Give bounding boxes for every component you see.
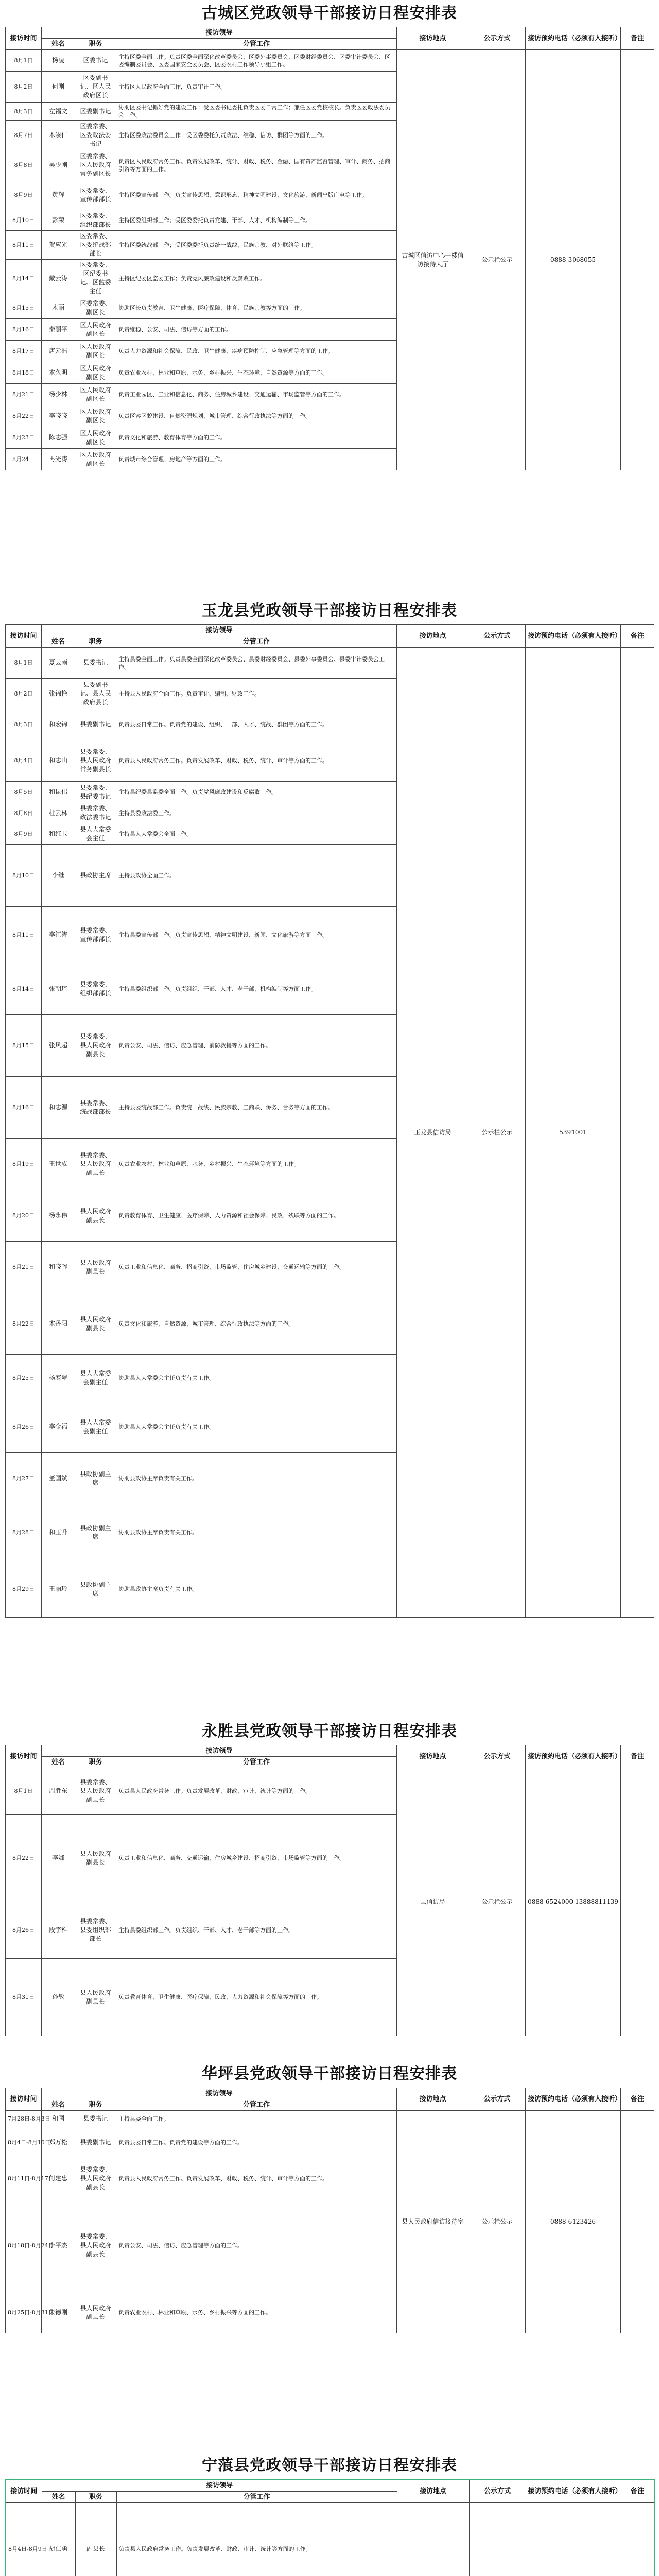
row-name: 夏云雨: [42, 648, 75, 679]
row-duty: 主持县委组织部工作。负责组织、干部、人才、老干部等方面的工作。: [116, 1902, 397, 1959]
row-post: 县人民政府副县长: [75, 2292, 116, 2333]
place-cell: 玉龙县信访局: [397, 648, 469, 1618]
row-date: 8月24日: [6, 449, 42, 470]
row-name: 杜云林: [42, 803, 75, 823]
header-name: 姓名: [42, 1757, 75, 1768]
place-cell: 古城区信访中心一楼信访接待大厅: [397, 50, 469, 470]
row-date: 8月16日: [6, 319, 42, 341]
row-duty: 主持县委政法委工作。: [116, 803, 397, 823]
row-post: 区人民政府副区长: [75, 319, 116, 341]
row-date: 8月1日: [6, 648, 42, 679]
table-row: [6, 50, 654, 72]
row-duty: 主持县委组织部工作。负责组织、干部、人才、老干部、机构编制等方面工作。: [116, 963, 397, 1015]
row-duty: 负责县人民政府常务工作。负责发展改革、财政、审计、统计等方面的工作。: [116, 1768, 397, 1815]
method-cell: 公示栏公示: [469, 50, 526, 470]
row-name: 杨永伟: [42, 1190, 75, 1242]
header-method: 公示方式: [469, 1745, 526, 1768]
header-leader: 接访领导: [42, 2480, 397, 2492]
row-duty: 负责工业和信息化、商务、交通运输、住房城乡建设、招商引资、市场监管等方面的工作。: [116, 1815, 397, 1902]
row-post: 县委常委、县人民政府副县长: [75, 2199, 116, 2292]
row-name: 孙敏: [42, 1959, 75, 2036]
row-duty: 协助县人大常委会主任负责有关工作。: [116, 1355, 397, 1401]
row-name: 彭荣: [42, 210, 75, 231]
row-duty: 主持县委宣传部工作。负责宣传思想、精神文明建设、新闻、文化旅游等方面工作。: [116, 907, 397, 963]
row-date: 8月18日-8月24日: [6, 2199, 42, 2292]
row-name: 周胜东: [42, 1768, 75, 1815]
header-remark: 备注: [621, 625, 654, 648]
row-date: 8月15日: [6, 297, 42, 319]
row-name: 李晓晓: [42, 405, 75, 427]
row-date: 8月4日-8月10日: [6, 2127, 42, 2158]
phone-cell: [526, 2503, 621, 2576]
row-name: 木丽: [42, 297, 75, 319]
row-date: 8月5日: [6, 782, 42, 803]
header-post: 职务: [75, 2099, 116, 2111]
header-phone: 接访预约电话（必须有人接听）: [526, 27, 621, 50]
row-post: 区人民政府副区长: [75, 362, 116, 384]
header-leader: 接访领导: [42, 1745, 397, 1757]
header-row: [6, 2480, 654, 2492]
header-method: 公示方式: [469, 2088, 526, 2111]
row-duty: 主持县委全面工作。: [116, 2111, 397, 2127]
row-name: 王丽玲: [42, 1561, 75, 1618]
method-cell: [469, 2503, 526, 2576]
header-phone: 接访预约电话（必须有人接听）: [526, 2480, 621, 2503]
row-date: 8月21日: [6, 1242, 42, 1293]
row-post: 区委常委、区人民政府常务副区长: [75, 150, 116, 180]
row-post: 县委常委、县人民政府副县长: [75, 2158, 116, 2199]
row-duty: 负责农业农村、林业和草原、水务、乡村振兴等方面的工作。: [116, 2292, 397, 2333]
section-title: 永胜县党政领导干部接访日程安排表: [202, 1722, 457, 1740]
row-post: 区人民政府副区长: [75, 449, 116, 470]
row-post: 县人民政府副县长: [75, 1959, 116, 2036]
header-row: [6, 1745, 654, 1757]
header-date: 接访时间: [6, 2088, 42, 2111]
row-date: 8月15日: [6, 1015, 42, 1077]
header-place: 接访地点: [397, 27, 469, 50]
remark-cell: [621, 648, 654, 1618]
schedule-table: [5, 624, 654, 1618]
row-post: 区委常委、宣传部部长: [75, 180, 116, 210]
row-duty: 负责工业和信息化、商务、招商引资、市场监管、住房城乡建设、交通运输等方面的工作。: [116, 1242, 397, 1293]
row-post: 县委常委、组织部部长: [75, 963, 116, 1015]
row-post: 区委常委、区委统战部部长: [75, 231, 116, 260]
row-name: 何建忠: [42, 2158, 75, 2199]
row-duty: 主持区委政法委员会工作；受区委委托负责政法、维稳、信访、群团等方面的工作。: [116, 121, 397, 150]
row-name: 何刚: [42, 72, 75, 103]
header-name: 姓名: [42, 39, 75, 50]
row-date: 8月7日: [6, 121, 42, 150]
row-date: 8月20日: [6, 1190, 42, 1242]
row-duty: 主持县纪委县监委全面工作。负责党风廉政建设和反腐败工作。: [116, 782, 397, 803]
row-name: 和玉升: [42, 1504, 75, 1561]
row-name: 和志山: [42, 740, 75, 782]
row-date: 7月28日-8月3日: [6, 2111, 42, 2127]
row-post: 县委常委、县人民政府常务副县长: [75, 740, 116, 782]
row-name: 李平杰: [42, 2199, 75, 2292]
row-duty: 协助区委书记抓好党的建设工作；受区委书记委托负责区委日常工作；兼任区委党校校长。负责区委政法委员会工作。: [116, 103, 397, 121]
row-post: 区委书记: [75, 50, 116, 72]
row-date: 8月11日: [6, 231, 42, 260]
row-duty: 负责农业农村、林业和草原、水务、乡村振兴、生态环境等方面的工作。: [116, 1139, 397, 1190]
row-duty: 主持区委全面工作。负责区委全面深化改革委员会、区委外事委员会、区委财经委员会、区委审计委员会、区委编制委员会、区委国家安全委员会、区委农村工作领导小组工作。: [116, 50, 397, 72]
row-date: 8月14日: [6, 260, 42, 297]
row-date: 8月31日: [6, 1959, 42, 2036]
row-name: 贺应光: [42, 231, 75, 260]
row-post: 区人民政府副区长: [75, 341, 116, 362]
row-name: 陈志强: [42, 427, 75, 449]
header-row: [6, 27, 654, 39]
row-duty: 负责公安、司法、信访、应急管理等方面的工作。: [116, 2199, 397, 2292]
row-date: 8月25日: [6, 1355, 42, 1401]
row-duty: 负责城市综合管理、房地产等方面的工作。: [116, 449, 397, 470]
row-date: 8月18日: [6, 362, 42, 384]
section-title: 宁蒗县党政领导干部接访日程安排表: [202, 2456, 457, 2475]
row-name: 左福文: [42, 103, 75, 121]
row-duty: 主持县人民政府全面工作。负责审计、编制、财政工作。: [116, 679, 397, 709]
header-leader: 接访领导: [42, 625, 397, 636]
section-title: 古城区党政领导干部接访日程安排表: [202, 4, 457, 22]
row-name: 李江涛: [42, 907, 75, 963]
schedule-table: [5, 2088, 654, 2333]
header-phone: 接访预约电话（必须有人接听）: [526, 2088, 621, 2111]
row-date: 8月21日: [6, 384, 42, 405]
method-cell: 公示栏公示: [469, 648, 526, 1618]
row-name: 王世成: [42, 1139, 75, 1190]
header-duty: 分管工作: [116, 636, 397, 648]
row-post: 县委常委、县人民政府副县长: [75, 1139, 116, 1190]
row-name: 董国斌: [42, 1453, 75, 1504]
row-name: 和宏锦: [42, 709, 75, 740]
row-name: 张朝琦: [42, 963, 75, 1015]
schedule-table: [5, 2479, 655, 2576]
header-date: 接访时间: [6, 625, 42, 648]
row-post: 县委常委、县委组织部部长: [75, 1902, 116, 1959]
phone-cell: 0888-6524000 13888811139: [526, 1768, 621, 2036]
header-post: 职务: [75, 2492, 116, 2503]
row-name: 朱德刚: [42, 2292, 75, 2333]
place-cell: [397, 2503, 469, 2576]
row-name: 杨少林: [42, 384, 75, 405]
row-duty: 主持区委统战部工作；受区委委托负责统一战线、民族宗教、对外联络等工作。: [116, 231, 397, 260]
header-method: 公示方式: [469, 625, 526, 648]
row-name: 郑万松: [42, 2127, 75, 2158]
row-post: 区委常委、区委政法委书记: [75, 121, 116, 150]
row-date: 8月9日: [6, 180, 42, 210]
row-post: 区委常委、副区长: [75, 297, 116, 319]
schedule-table: [5, 1745, 654, 2036]
row-duty: 负责人力资源和社会保障、民政、卫生健康、疾病预防控制、应急管理等方面的工作。: [116, 341, 397, 362]
row-date: 8月2日: [6, 72, 42, 103]
row-post: 县政协副主席: [75, 1504, 116, 1561]
method-cell: 公示栏公示: [469, 2111, 526, 2333]
row-duty: 主持县政协全面工作。: [116, 845, 397, 907]
phone-cell: 5391001: [526, 648, 621, 1618]
row-duty: 负责县人民政府常务工作。负责发展改革、财政、税务、统计、审计等方面的工作。: [116, 2158, 397, 2199]
row-post: 县政协主席: [75, 845, 116, 907]
header-date: 接访时间: [6, 27, 42, 50]
row-post: 副县长: [75, 2503, 116, 2576]
row-date: 8月1日: [6, 50, 42, 72]
row-post: 县人大常委会主任: [75, 823, 116, 845]
row-post: 县委常委、统战部部长: [75, 1077, 116, 1139]
header-place: 接访地点: [397, 1745, 469, 1768]
row-post: 县委常委、宣传部部长: [75, 907, 116, 963]
row-date: 8月17日: [6, 341, 42, 362]
row-duty: 主持区委组织部工作；受区委委托负责党建、干部、人才、机构编制等工作。: [116, 210, 397, 231]
schedule-section: [5, 2452, 654, 2576]
row-name: 木崇仁: [42, 121, 75, 150]
row-duty: 协助县政协主席负责有关工作。: [116, 1504, 397, 1561]
row-duty: 协助区长负责教育、卫生健康、医疗保障、体育、民族宗教等方面的工作。: [116, 297, 397, 319]
header-row: [6, 625, 654, 636]
header-post: 职务: [75, 636, 116, 648]
header-leader: 接访领导: [42, 27, 397, 39]
row-date: 8月10日: [6, 210, 42, 231]
header-remark: 备注: [621, 2480, 654, 2503]
remark-cell: [621, 2111, 654, 2333]
row-post: 县委常委、县人民政府副县长: [75, 1015, 116, 1077]
row-post: 县委书记: [75, 2111, 116, 2127]
row-date: 8月11日: [6, 907, 42, 963]
row-post: 区委副书记、区人民政府区长: [75, 72, 116, 103]
row-name: 李娜: [42, 1815, 75, 1902]
remark-cell: [621, 1768, 654, 2036]
row-duty: 主持县委全面工作。负责县委全面深化改革委员会、县委财经委员会、县委外事委员会、县委审计委员会工作。: [116, 648, 397, 679]
header-duty: 分管工作: [116, 39, 397, 50]
row-duty: 主持区人民政府全面工作，负责审计工作。: [116, 72, 397, 103]
table-row: [6, 2111, 654, 2127]
row-name: 胡仁勇: [42, 2503, 75, 2576]
row-name: 和红卫: [42, 823, 75, 845]
header-remark: 备注: [621, 2088, 654, 2111]
row-duty: 负责农业农村、林业和草原、水务、乡村振兴、生态环境、自然资源等方面的工作。: [116, 362, 397, 384]
row-name: 段宇科: [42, 1902, 75, 1959]
row-name: 木久明: [42, 362, 75, 384]
row-duty: 协助县政协主席负责有关工作。: [116, 1561, 397, 1618]
schedule-section: [5, 1718, 654, 2036]
header-remark: 备注: [621, 1745, 654, 1768]
row-post: 县人民政府副县长: [75, 1190, 116, 1242]
row-post: 县人民政府副县长: [75, 1815, 116, 1902]
row-duty: 主持区委宣传部工作。负责宣传思想、意识形态、精神文明建设、文化旅游、新闻出版广电等工作。: [116, 180, 397, 210]
table-row: [6, 2503, 654, 2576]
row-name: 杨寒翠: [42, 1355, 75, 1401]
row-name: 秦丽平: [42, 319, 75, 341]
row-date: 8月8日: [6, 150, 42, 180]
row-post: 县委常委、县纪委书记: [75, 782, 116, 803]
schedule-section: [5, 598, 654, 1618]
row-date: 8月22日: [6, 1815, 42, 1902]
section-title: 玉龙县党政领导干部接访日程安排表: [202, 602, 457, 620]
row-date: 8月4日: [6, 740, 42, 782]
row-date: 8月16日: [6, 1077, 42, 1139]
header-name: 姓名: [42, 636, 75, 648]
row-duty: 主持县委统战部工作。负责统一战线、民族宗教、工商联、侨务、台务等方面的工作。: [116, 1077, 397, 1139]
row-post: 区委副书记: [75, 103, 116, 121]
row-date: 8月3日: [6, 709, 42, 740]
row-post: 县人大常委会副主任: [75, 1355, 116, 1401]
header-method: 公示方式: [469, 27, 526, 50]
header-leader: 接访领导: [42, 2088, 397, 2099]
row-post: 县政协副主席: [75, 1561, 116, 1618]
row-duty: 主持县人大常委会全面工作。: [116, 823, 397, 845]
row-post: 县委常委、县人民政府副县长: [75, 1768, 116, 1815]
row-name: 李继: [42, 845, 75, 907]
header-duty: 分管工作: [116, 1757, 397, 1768]
row-name: 唐元浩: [42, 341, 75, 362]
row-date: 8月27日: [6, 1453, 42, 1504]
row-date: 8月22日: [6, 405, 42, 427]
header-phone: 接访预约电话（必须有人接听）: [526, 1745, 621, 1768]
row-name: 吴少刚: [42, 150, 75, 180]
row-duty: 负责公安、司法、信访、应急管理、消防救援等方面的工作。: [116, 1015, 397, 1077]
row-name: 木丹阳: [42, 1293, 75, 1355]
row-post: 县人民政府副县长: [75, 1293, 116, 1355]
row-duty: 负责县委日常工作。负责党的建设等方面的工作。: [116, 2127, 397, 2158]
row-date: 8月19日: [6, 1139, 42, 1190]
row-name: 张锦艳: [42, 679, 75, 709]
phone-cell: 0888-6123426: [526, 2111, 621, 2333]
row-post: 县委副书记: [75, 2127, 116, 2158]
method-cell: 公示栏公示: [469, 1768, 526, 2036]
schedule-section: [5, 2061, 654, 2333]
row-duty: 负责文化和旅游、自然资源、城市管理、综合行政执法等方面的工作。: [116, 1293, 397, 1355]
row-date: 8月2日: [6, 679, 42, 709]
table-row: [6, 1768, 654, 1815]
row-duty: 负责县委日常工作。负责党的建设、组织、干部、人才、统战、群团等方面的工作。: [116, 709, 397, 740]
header-place: 接访地点: [397, 2480, 469, 2503]
remark-cell: [621, 50, 654, 470]
row-duty: 负责区容区貌建设、自然资源规划、城市管理、综合行政执法等方面的工作。: [116, 405, 397, 427]
row-date: 8月22日: [6, 1293, 42, 1355]
row-duty: 负责区人民政府常务工作。负责发展改革、统计、财政、税务、金融、国有资产监督管理、审计、商务、招商引资等方面的工作。: [116, 150, 397, 180]
remark-cell: [621, 2503, 654, 2576]
row-post: 区委常委、区纪委书记、区监委主任: [75, 260, 116, 297]
row-date: 8月9日: [6, 823, 42, 845]
row-duty: 负责县人民政府常务工作。负责发展改革、财政、税务、统计、审计等方面的工作。: [116, 740, 397, 782]
header-row: [6, 2088, 654, 2099]
row-date: 8月23日: [6, 427, 42, 449]
header-name: 姓名: [42, 2492, 75, 2503]
row-name: 李金福: [42, 1401, 75, 1453]
row-post: 区人民政府副区长: [75, 384, 116, 405]
row-post: 县委书记: [75, 648, 116, 679]
place-cell: 县信访局: [397, 1768, 469, 2036]
row-date: 8月8日: [6, 803, 42, 823]
row-name: 和昆伟: [42, 782, 75, 803]
row-date: 8月26日: [6, 1401, 42, 1453]
row-date: 8月14日: [6, 963, 42, 1015]
row-name: 黄辉: [42, 180, 75, 210]
header-duty: 分管工作: [116, 2099, 397, 2111]
row-post: 区委常委、组织部部长: [75, 210, 116, 231]
header-duty: 分管工作: [116, 2492, 397, 2503]
header-place: 接访地点: [397, 2088, 469, 2111]
row-post: 县政协副主席: [75, 1453, 116, 1504]
row-date: 8月1日: [6, 1768, 42, 1815]
row-name: 杨凌: [42, 50, 75, 72]
row-duty: 负责维稳、公安、司法、信访等方面的工作。: [116, 319, 397, 341]
header-date: 接访时间: [6, 1745, 42, 1768]
row-date: 8月26日: [6, 1902, 42, 1959]
row-post: 县人民政府副县长: [75, 1242, 116, 1293]
row-date: 8月29日: [6, 1561, 42, 1618]
header-remark: 备注: [621, 27, 654, 50]
row-post: 区人民政府副区长: [75, 427, 116, 449]
header-post: 职务: [75, 39, 116, 50]
row-duty: 协助县人大常委会主任负责有关工作。: [116, 1401, 397, 1453]
header-date: 接访时间: [6, 2480, 42, 2503]
row-name: 和国: [42, 2111, 75, 2127]
header-place: 接访地点: [397, 625, 469, 648]
row-date: 8月10日: [6, 845, 42, 907]
schedule-section: [5, 0, 654, 470]
row-date: 8月4日-8月9日: [6, 2503, 42, 2576]
row-duty: 协助县政协主席负责有关工作。: [116, 1453, 397, 1504]
header-post: 职务: [75, 1757, 116, 1768]
row-post: 县人大常委会副主任: [75, 1401, 116, 1453]
row-post: 县委常委、政法委书记: [75, 803, 116, 823]
row-duty: 负责工业园区、工业和信息化、商务、住房城乡建设、交通运输、市场监管等方面的工作。: [116, 384, 397, 405]
schedule-table: [5, 27, 654, 470]
row-post: 县委副书记: [75, 709, 116, 740]
row-date: 8月25日-8月31日: [6, 2292, 42, 2333]
row-duty: 负责文化和旅游、教育体育等方面的工作。: [116, 427, 397, 449]
row-post: 县委副书记、县人民政府县长: [75, 679, 116, 709]
row-duty: 负责县人民政府常务工作。负责发展改革、财政、审计、统计等方面的工作。: [116, 2503, 397, 2576]
row-name: 和志源: [42, 1077, 75, 1139]
row-name: 戴云涛: [42, 260, 75, 297]
section-title: 华坪县党政领导干部接访日程安排表: [202, 2065, 457, 2083]
phone-cell: 0888-3068055: [526, 50, 621, 470]
row-name: 冉光涛: [42, 449, 75, 470]
row-duty: 负责教育体育、卫生健康、医疗保障、人力资源和社会保障、民政、残联等方面的工作。: [116, 1190, 397, 1242]
row-duty: 主持区纪委区监委工作；负责党风廉政建设和反腐败工作。: [116, 260, 397, 297]
row-post: 区人民政府副区长: [75, 405, 116, 427]
row-name: 张风超: [42, 1015, 75, 1077]
table-row: [6, 648, 654, 679]
header-phone: 接访预约电话（必须有人接听）: [526, 625, 621, 648]
header-name: 姓名: [42, 2099, 75, 2111]
row-name: 和晓晖: [42, 1242, 75, 1293]
header-method: 公示方式: [469, 2480, 526, 2503]
row-date: 8月28日: [6, 1504, 42, 1561]
row-date: 8月11日-8月17日: [6, 2158, 42, 2199]
place-cell: 县人民政府信访接待室: [397, 2111, 469, 2333]
row-duty: 负责教育体育、卫生健康、医疗保障、民政、人力资源和社会保障等方面的工作。: [116, 1959, 397, 2036]
row-date: 8月3日: [6, 103, 42, 121]
